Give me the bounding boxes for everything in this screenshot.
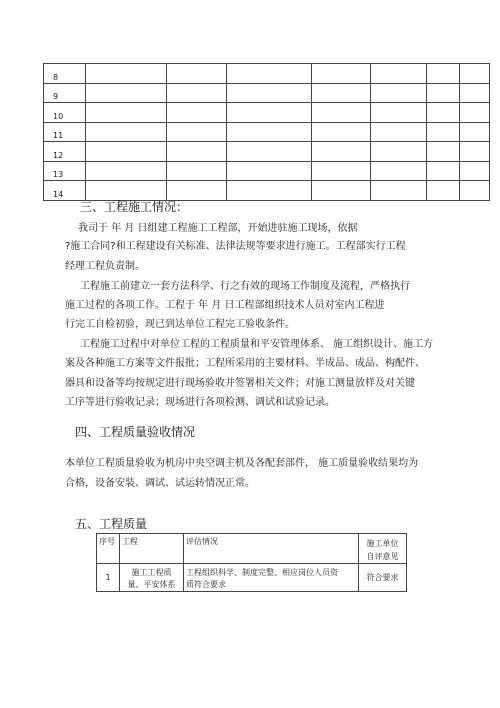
table-cell — [371, 122, 427, 142]
row-number: 14 — [44, 181, 86, 201]
table-cell — [371, 142, 427, 162]
table-row — [44, 103, 490, 123]
row-number: 8 — [44, 64, 86, 84]
table-cell — [312, 161, 371, 181]
table-row — [97, 564, 407, 592]
table-row — [44, 64, 490, 84]
table-cell — [227, 142, 312, 162]
paragraph-line: 工程施工过程中对单位工程的工程质量和平安管理体系、 施工组织设计、施工方 — [80, 339, 434, 350]
paragraph-line: 施工过程的各项工作。工程于 年 月 日工程部组织技术人员对室内工程进 — [65, 300, 385, 311]
table-row — [44, 122, 490, 142]
row-number: 9 — [44, 83, 86, 103]
table-cell — [86, 83, 167, 103]
header-opinion-line: 施工单位 — [366, 539, 399, 548]
table-cell — [427, 103, 460, 123]
table-cell — [86, 142, 167, 162]
table-cell — [86, 122, 167, 142]
cell-item-line: 施工工程质 — [131, 568, 172, 577]
table-cell — [460, 181, 490, 201]
cell-no: 1 — [97, 564, 120, 592]
table-cell — [167, 122, 227, 142]
paragraph-line: 本单位工程质量验收为机房中央空调主机及各配套部件， 施工质量验收结果均为 — [65, 458, 419, 469]
cell-opinion: 符合要求 — [359, 564, 407, 592]
cell-item — [120, 564, 184, 592]
table-cell — [167, 103, 227, 123]
section-heading-construction: 三、工程施工情况： — [80, 200, 189, 214]
paragraph-line: 经理工程负责制。 — [65, 261, 145, 272]
table-cell — [227, 181, 312, 201]
table-cell — [86, 103, 167, 123]
paragraph-line: 工序等进行验收记录；现场进行各项检测、调试和试验记录。 — [65, 397, 335, 408]
table-row — [44, 142, 490, 162]
row-number: 13 — [44, 161, 86, 181]
table-cell — [427, 83, 460, 103]
table-cell — [460, 64, 490, 84]
progress-table — [43, 63, 490, 201]
table-cell — [460, 103, 490, 123]
table-cell — [460, 142, 490, 162]
row-number: 11 — [44, 122, 86, 142]
header-eval: 评估情况 — [184, 534, 359, 564]
table-cell — [371, 181, 427, 201]
table-cell — [167, 161, 227, 181]
header-item: 工程 — [120, 534, 184, 564]
paragraph-line: 行完工自检初验，现已到达单位工程完工验收条件。 — [65, 319, 295, 330]
table-row — [44, 161, 490, 181]
table-cell — [227, 161, 312, 181]
table-cell — [371, 83, 427, 103]
paragraph-line: 合格，设备安装、调试、试运转情况正常。 — [65, 478, 255, 489]
paragraph-line: 我司于 年 月 日组建工程施工工程部，开始进驻施工现场，依据 — [78, 223, 358, 234]
header-opinion — [359, 534, 407, 564]
section-heading-quality: 五、工程质量 — [75, 517, 148, 531]
paragraph-line: 器具和设备等均按规定进行现场验收并签署相关文件；对施工测量放样及对关键 — [65, 378, 415, 389]
header-opinion-line: 自评意见 — [366, 552, 399, 561]
table-cell — [227, 122, 312, 142]
table-cell — [312, 142, 371, 162]
cell-eval-line: 质符合要求 — [186, 580, 226, 589]
table-cell — [427, 181, 460, 201]
table-cell — [371, 64, 427, 84]
table-cell — [86, 64, 167, 84]
table-cell — [312, 83, 371, 103]
table-cell — [227, 64, 312, 84]
table-cell — [427, 142, 460, 162]
paragraph-line: 案及各种施工方案等文件报批；工程所采用的主要材料、半成品、成品、构配件、 — [65, 358, 425, 369]
table-cell — [460, 83, 490, 103]
table-cell — [312, 181, 371, 201]
row-number: 10 — [44, 103, 86, 123]
table-cell — [227, 103, 312, 123]
table-cell — [312, 122, 371, 142]
cell-eval-line: 工程组织科学、制度完整、相应岗位人员资 — [186, 568, 338, 577]
table-cell — [427, 64, 460, 84]
table-cell — [427, 122, 460, 142]
paragraph-line: ?施工合同?和工程建设有关标准、法律法规等要求进行施工。工程部实行工程 — [65, 241, 406, 252]
cell-eval — [184, 564, 359, 592]
table-cell — [312, 103, 371, 123]
table-cell — [167, 64, 227, 84]
table-cell — [167, 83, 227, 103]
section-heading-quality-acceptance: 四、工程质量验收情况 — [75, 425, 196, 439]
quality-table — [96, 533, 407, 592]
table-cell — [427, 161, 460, 181]
table-cell — [460, 161, 490, 181]
paragraph-line: 工程施工前建立一套方法科学、行之有效的现场工作制度及流程，严格执行 — [80, 281, 410, 292]
table-cell — [227, 83, 312, 103]
table-cell — [460, 122, 490, 142]
table-cell — [167, 142, 227, 162]
table-cell — [86, 161, 167, 181]
table-cell — [371, 161, 427, 181]
table-cell — [371, 103, 427, 123]
cell-item-line: 量、平安体系 — [127, 580, 176, 589]
table-cell — [312, 64, 371, 84]
row-number: 12 — [44, 142, 86, 162]
table-row — [44, 83, 490, 103]
header-no: 序号 — [97, 534, 120, 564]
